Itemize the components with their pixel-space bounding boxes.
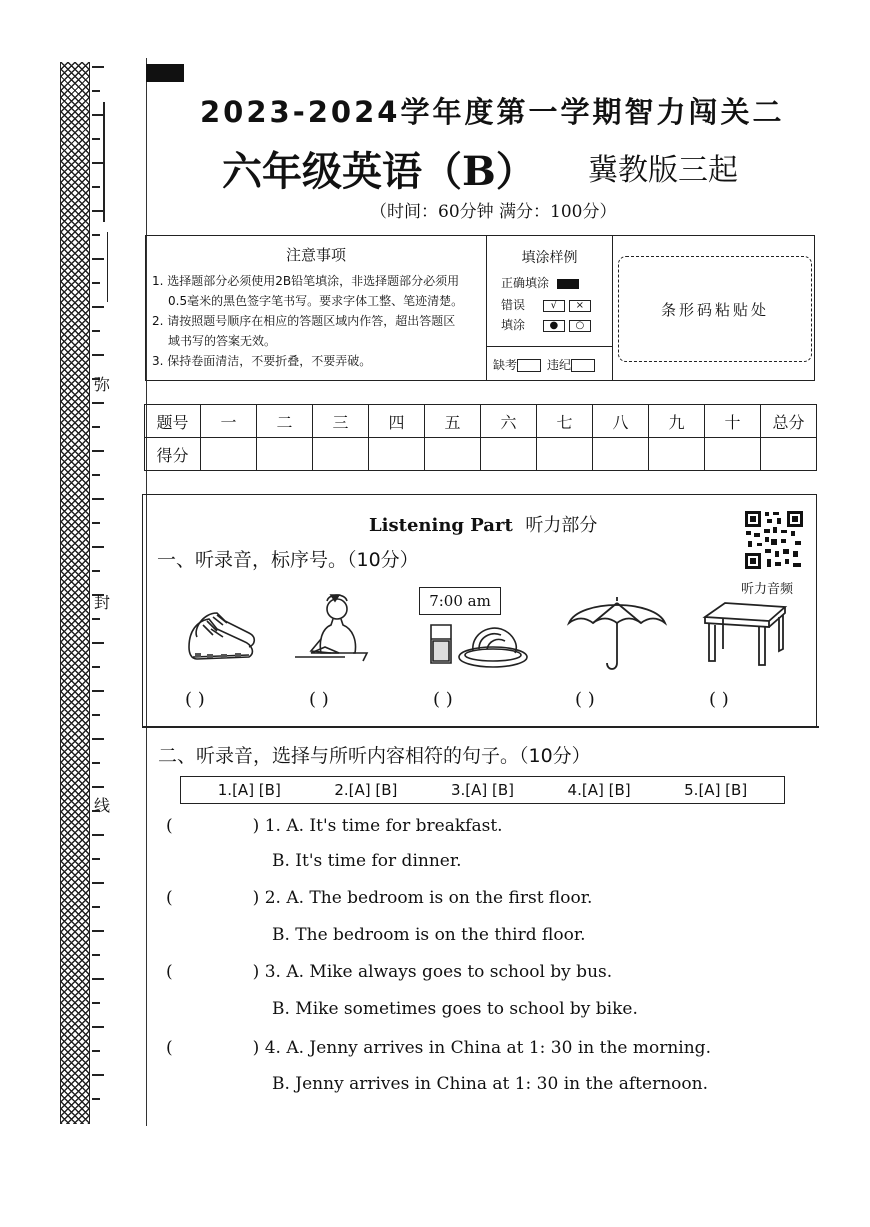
notice-title: 注意事项 [285,246,346,264]
ruler-tick [92,834,104,836]
wrong-fill-row-2 [501,316,591,333]
sneakers-icon [183,607,259,671]
section1-heading: 一、听录音，标序号。（10分） [157,549,419,571]
notice-item: 1. 选择题部分必须使用2B铅笔填涂，非选择题部分必须用 [152,274,460,288]
ruler-tick [92,1098,100,1100]
score-table-header-row [145,405,817,438]
answer-paren[interactable]: ( ) [709,689,729,710]
binding-label-xian: 线 [94,796,111,815]
ruler-tick [92,522,100,524]
score-cell[interactable] [761,438,817,471]
score-cell[interactable] [481,438,537,471]
option-a: A. Mike always goes to school by bus. [286,962,613,982]
answer-paren[interactable]: ( ) [433,689,453,710]
score-cell[interactable] [425,438,481,471]
ruler-tick [92,762,100,764]
correct-fill-label: 正确填涂 [501,276,550,290]
question-number: 1. [264,816,281,836]
paren-open[interactable]: ( [166,962,173,982]
option-b: B. It's time for dinner. [272,851,462,871]
ruler-tick [92,882,104,884]
notice-item [152,331,480,351]
paren-close[interactable]: ) [252,1038,260,1058]
score-cell[interactable] [201,438,257,471]
ruler-tick [92,954,100,956]
ruler-tick [92,1026,104,1028]
ruler-tick [92,930,104,932]
ruler-tick [92,978,104,980]
question-number: 3. [264,962,281,982]
absent-label: 缺考 [493,358,518,372]
score-cell[interactable] [369,438,425,471]
answer-option[interactable]: 5.[A] [B] [684,781,748,799]
score-cell[interactable] [257,438,313,471]
score-col-header: 七 [537,405,593,438]
ruler-tick [92,258,104,260]
notice-column [146,236,487,380]
violation-label: 违纪 [547,358,572,372]
barcode-area: 条形码粘贴处 [618,256,812,362]
fill-sample-column [487,236,613,380]
notice-item: 2. 请按照题号顺序在相应的答题区域内作答，超出答题区 [152,314,456,328]
binding-strip [60,62,90,1124]
ruler-tick [92,498,104,500]
answer-paren[interactable]: ( ) [185,689,205,710]
question-number: 2. [264,888,281,908]
exam-time-info: （时间：60分钟 满分：100分） [370,202,617,222]
ruler-tick [92,210,104,212]
ruler-tick [92,642,104,644]
option-a: A. Jenny arrives in China at 1: 30 in the morning. [286,1038,711,1058]
paren-close[interactable]: ) [252,816,260,836]
score-col-header: 十 [705,405,761,438]
alignment-mark [146,64,184,82]
empty-circle-icon: ○ [569,320,591,332]
ruler-tick [92,786,104,788]
edition-label: 冀教版三起 [588,153,738,188]
option-b: B. Mike sometimes goes to school by bike. [272,999,638,1019]
ruler-tick [92,402,104,404]
ruler-tick [92,1050,100,1052]
question-row-3 [166,962,612,982]
answer-option[interactable]: 4.[A] [B] [567,781,631,799]
question-row-2 [166,888,592,908]
wrong-fill-label: 错误 [501,298,526,312]
score-cell[interactable] [537,438,593,471]
ruler-tick [92,306,104,308]
ruler-tick [92,282,100,284]
ruler-tick [92,714,100,716]
exam-title: 2023-2024学年度第一学期智力闯关二 [200,95,785,129]
table-icon [699,599,791,671]
ruler-tick [92,1074,104,1076]
ruler-tick [92,450,104,452]
ruler-tick [92,858,100,860]
notice-item-cont: 0.5毫米的黑色签字笔书写。要求字体工整、笔迹清楚。 [168,294,464,308]
listening-title-en: Listening Part [369,515,513,536]
correct-fill-row [501,274,579,291]
filled-dot-icon: ● [543,320,565,332]
score-col-header: 总分 [761,405,817,438]
answer-option[interactable]: 2.[A] [B] [334,781,398,799]
option-a: A. The bedroom is on the first floor. [286,888,593,908]
umbrella-icon [565,593,669,675]
score-col-header: 三 [313,405,369,438]
score-col-header: 五 [425,405,481,438]
paren-open[interactable]: ( [166,888,173,908]
ruler-tick [92,354,104,356]
score-table-header-label: 题号 [145,405,201,438]
ruler-tick [92,474,100,476]
score-col-header: 四 [369,405,425,438]
notice-item: 3. 保持卷面清洁，不要折叠，不要弄破。 [152,354,372,368]
ruler-tick [92,90,100,92]
listening-title-cn: 听力部分 [525,515,598,536]
score-row-label: 得分 [145,438,201,471]
score-table [144,404,817,471]
ruler-tick [92,690,104,692]
ruler-tick [92,330,100,332]
qr-label: 听力音频 [741,582,794,597]
paren-close[interactable]: ) [252,888,260,908]
score-table-score-row [145,438,817,471]
time-label-box: 7:00 am [419,587,501,615]
check-mark-icon: √ [543,300,565,312]
answer-bar [180,776,785,804]
breakfast-icon [427,617,531,673]
score-cell[interactable] [313,438,369,471]
answer-paren[interactable]: ( ) [309,689,329,710]
ruler-tick [92,66,104,68]
question-row-4 [166,1038,711,1058]
ruler-tick [92,138,100,140]
listening-part [142,494,817,728]
option-a: A. It's time for breakfast. [286,816,503,836]
paren-open[interactable]: ( [166,816,173,836]
score-cell[interactable] [593,438,649,471]
wrong-fill-label-2: 填涂 [501,318,526,332]
score-col-header: 一 [201,405,257,438]
ruler-tick [92,666,100,668]
fill-sample-title: 填涂样例 [521,250,578,266]
paren-open[interactable]: ( [166,1038,173,1058]
section2-heading: 二、听录音，选择与所听内容相符的句子。（10分） [158,745,591,767]
qr-code-icon[interactable] [743,509,805,571]
ruler-tick [92,618,100,620]
question-number: 4. [264,1038,281,1058]
score-col-header: 二 [257,405,313,438]
question-row-1 [166,816,503,836]
ruler-tick [92,738,104,740]
ruler-line [107,232,108,302]
cross-mark-icon: × [569,300,591,312]
notice-block [145,235,815,381]
paren-close[interactable]: ) [252,962,260,982]
binding-label-feng: 封 [94,593,111,612]
absent-violation-row [487,346,612,382]
score-cell[interactable] [649,438,705,471]
ruler-tick [92,546,104,548]
ruler-tick [92,426,100,428]
ruler-tick [92,114,104,116]
ruler-tick [92,906,100,908]
ruler-tick [92,186,100,188]
section-divider [142,726,819,728]
option-b: B. The bedroom is on the third floor. [272,925,586,945]
answer-paren[interactable]: ( ) [575,689,595,710]
option-b: B. Jenny arrives in China at 1: 30 in the afternoon. [272,1074,708,1094]
answer-option[interactable]: 3.[A] [B] [450,781,514,799]
subject-title: 六年级英语（B） [222,148,536,195]
score-col-header: 六 [481,405,537,438]
ruler-tick [92,570,100,572]
score-col-header: 九 [649,405,705,438]
binding-label-mi: 弥 [94,375,111,394]
notice-item-cont: 域书写的答案无效。 [168,334,277,348]
girl-reading-icon [291,591,381,671]
absent-box[interactable] [517,359,541,372]
notice-item [152,291,480,311]
score-col-header: 八 [593,405,649,438]
violation-box[interactable] [571,359,595,372]
listening-title [369,511,597,537]
ruler-tick [92,162,104,164]
ruler-tick [92,234,100,236]
filled-box-icon [557,279,579,289]
wrong-fill-row [501,296,591,313]
ruler-tick [92,1002,100,1004]
score-cell[interactable] [705,438,761,471]
answer-option[interactable]: 1.[A] [B] [217,781,281,799]
